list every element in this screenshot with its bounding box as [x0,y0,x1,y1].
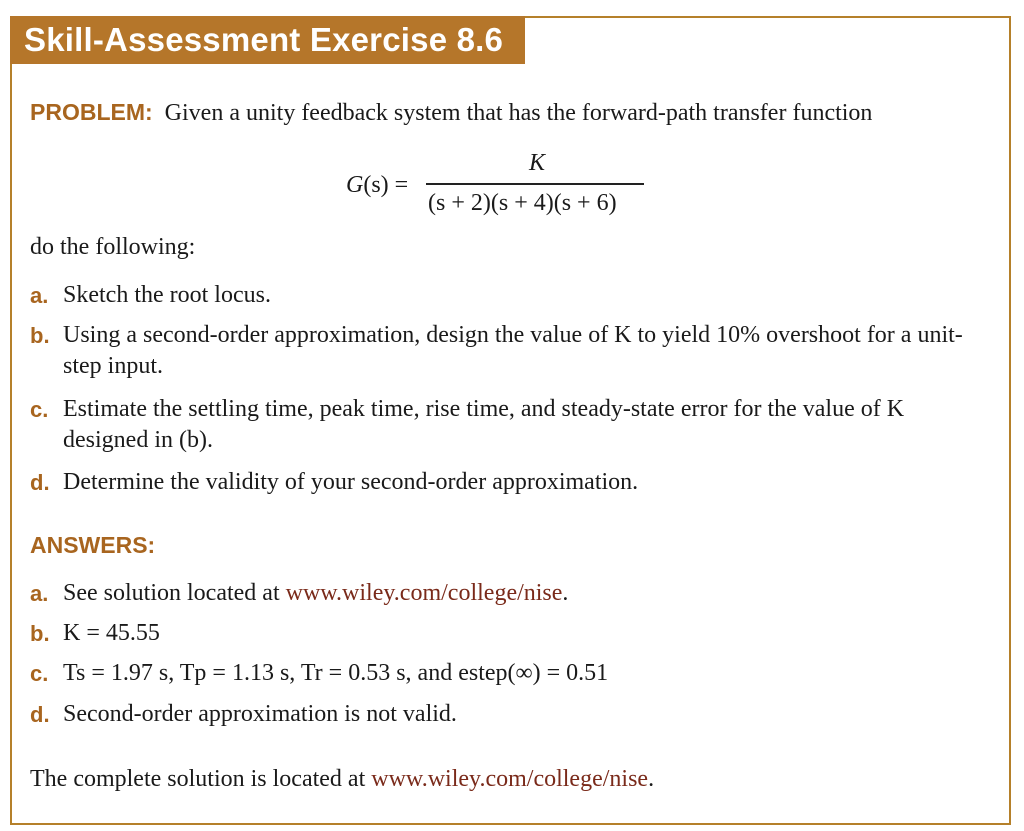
item-text: Second-order approximation is not valid. [63,701,457,727]
item-label: a. [30,283,49,308]
problem-text: Given a unity feedback system that has the forward-path transfer function [164,100,873,126]
instruction-text: do the following: [30,234,196,260]
problem-statement [30,96,872,129]
item-text: Using a second-order approximation, design the value of K to yield 10% overshoot for a unit-step input. [63,322,963,379]
item-label: c. [30,397,49,422]
solution-link[interactable]: www.wiley.com/college/nise [285,580,563,606]
item-text: Ts = 1.97 s, Tp = 1.13 s, Tr = 0.53 s, and estep(∞) = 0.51 [63,660,609,686]
footer-link[interactable]: www.wiley.com/college/nise [371,766,649,792]
item-text: Determine the validity of your second-order approximation. [63,469,639,495]
item-text: Sketch the root locus. [63,282,271,308]
formula-denominator: (s + 2)(s + 4)(s + 6) [428,190,617,216]
problem-label: PROBLEM: [30,99,153,125]
exercise-title: Skill-Assessment Exercise 8.6 [10,16,525,64]
formula-lhs: G(s) = [346,172,409,198]
answers-label: ANSWERS: [30,532,156,558]
item-text: See solution located at www.wiley.com/college/nise. [63,580,569,606]
item-label: d. [30,702,50,727]
item-label: a. [30,581,49,606]
item-label: b. [30,621,50,646]
item-text: Estimate the settling time, peak time, rise time, and steady-state error for the value of K designed in (b). [63,396,905,453]
formula-numerator: K [529,150,546,176]
fraction-bar [426,183,644,185]
item-label: b. [30,323,50,348]
item-label: c. [30,661,49,686]
item-text: K = 45.55 [63,620,160,646]
footer-note: The complete solution is located at www.wiley.com/college/nise. [30,766,655,792]
item-label: d. [30,470,50,495]
